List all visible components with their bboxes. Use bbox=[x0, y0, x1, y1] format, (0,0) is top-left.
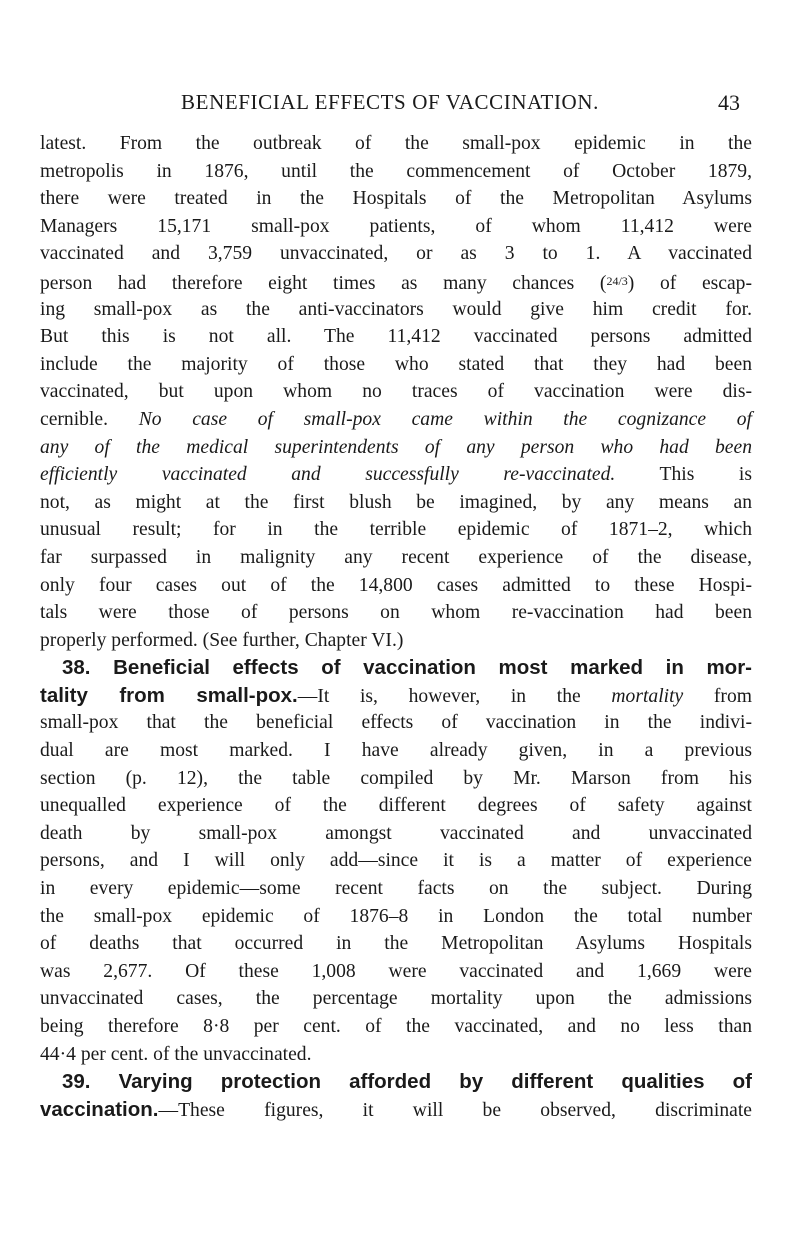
section-heading-line bbox=[40, 654, 752, 682]
section-heading: tality from small-pox. bbox=[40, 683, 298, 707]
text-line bbox=[40, 213, 752, 241]
text-line bbox=[40, 765, 752, 793]
text-line bbox=[40, 434, 752, 462]
text-line bbox=[40, 158, 752, 186]
text-run: include the majority of those who stated that they had been bbox=[40, 353, 752, 375]
text-run: from bbox=[683, 685, 752, 707]
text-line bbox=[40, 1041, 752, 1069]
text-run: of deaths that occurred in the Metropolitan Asylums Hospitals bbox=[40, 933, 752, 955]
page-number: 43 bbox=[718, 90, 740, 115]
text-line bbox=[40, 930, 752, 958]
italic-text: any of the medical superintendents of any person who had been bbox=[40, 436, 752, 458]
text-line bbox=[40, 240, 752, 268]
italic-text: efficiently vaccinated and successfully re-vaccinated. bbox=[40, 464, 616, 486]
text-line bbox=[40, 1013, 752, 1041]
text-run: tals were those of persons on whom re-vaccination had been bbox=[40, 602, 752, 624]
text-run: far surpassed in malignity any recent experience of the disease, bbox=[40, 546, 752, 568]
text-line bbox=[40, 792, 752, 820]
page-header bbox=[40, 90, 740, 120]
text-run: there were treated in the Hospitals of the Metropolitan Asylums bbox=[40, 188, 752, 210]
text-run: properly performed. (See further, Chapter VI.) bbox=[40, 629, 404, 651]
text-run: dual are most marked. I have already given, in a previous bbox=[40, 740, 752, 762]
text-line bbox=[40, 296, 752, 324]
text-run: cernible. bbox=[40, 408, 139, 430]
text-line bbox=[40, 985, 752, 1013]
text-line bbox=[40, 737, 752, 765]
body-text bbox=[40, 130, 752, 1123]
text-run: Managers 15,171 small-pox patients, of whom 11,412 were bbox=[40, 215, 752, 237]
text-run: ) of escap- bbox=[627, 272, 752, 294]
text-line bbox=[40, 351, 752, 379]
text-run: unvaccinated cases, the percentage mortality upon the admissions bbox=[40, 988, 752, 1010]
text-line bbox=[40, 323, 752, 351]
text-line bbox=[40, 130, 752, 158]
text-run: person had therefore eight times as many chances ( bbox=[40, 272, 607, 294]
text-run: not, as might at the first blush be imagined, by any means an bbox=[40, 491, 752, 513]
text-line bbox=[40, 599, 752, 627]
text-run: —These figures, it will be observed, discriminate bbox=[158, 1099, 752, 1121]
text-run: death by small-pox amongst vaccinated and unvaccinated bbox=[40, 822, 752, 844]
section-heading-line bbox=[40, 1096, 752, 1124]
text-run: was 2,677. Of these 1,008 were vaccinated and 1,669 were bbox=[40, 960, 752, 982]
text-run: 44·4 per cent. of the unvaccinated. bbox=[40, 1043, 312, 1065]
text-line bbox=[40, 378, 752, 406]
text-run: unequalled experience of the different degrees of safety against bbox=[40, 795, 752, 817]
text-run: This is bbox=[615, 464, 752, 486]
text-run: in every epidemic—some recent facts on the subject. During bbox=[40, 878, 752, 900]
text-line bbox=[40, 268, 752, 296]
fraction: 24/3 bbox=[606, 273, 628, 288]
text-line bbox=[40, 875, 752, 903]
text-run: —It is, however, in the bbox=[297, 685, 612, 707]
section-heading: vaccination. bbox=[40, 1097, 159, 1121]
text-line bbox=[40, 461, 752, 489]
text-run: But this is not all. The 11,412 vaccinated persons admitted bbox=[40, 326, 752, 348]
text-line bbox=[40, 544, 752, 572]
text-run: section (p. 12), the table compiled by Mr. Marson from his bbox=[40, 767, 752, 789]
text-line bbox=[40, 185, 752, 213]
section-heading-line bbox=[40, 682, 752, 710]
text-run: being therefore 8·8 per cent. of the vaccinated, and no less than bbox=[40, 1016, 752, 1037]
text-run: small-pox that the beneficial effects of vaccination in the indivi- bbox=[40, 712, 752, 734]
text-run: vaccinated and 3,759 unvaccinated, or as 3 to 1. A vaccinated bbox=[40, 243, 752, 265]
text-line bbox=[40, 406, 752, 434]
running-head: BENEFICIAL EFFECTS OF VACCINATION. bbox=[181, 90, 599, 114]
text-line bbox=[40, 709, 752, 737]
text-line bbox=[40, 516, 752, 544]
text-line bbox=[40, 847, 752, 875]
text-run: metropolis in 1876, until the commencement of October 1879, bbox=[40, 160, 752, 182]
text-line bbox=[40, 820, 752, 848]
text-run: latest. From the outbreak of the small-pox epidemic in the bbox=[40, 133, 752, 154]
section-heading: 38. Beneficial effects of vaccination most marked in mor- bbox=[62, 656, 752, 680]
italic-text: mortality bbox=[611, 685, 684, 707]
text-run: the small-pox epidemic of 1876–8 in London the total number bbox=[40, 905, 752, 927]
text-line bbox=[40, 572, 752, 600]
italic-text: No case of small-pox came within the cognizance of bbox=[138, 408, 752, 430]
text-line bbox=[40, 489, 752, 517]
text-line bbox=[40, 958, 752, 986]
text-run: vaccinated, but upon whom no traces of vaccination were dis- bbox=[40, 381, 752, 403]
section-heading-line bbox=[40, 1068, 752, 1096]
text-run: persons, and I will only add—since it is a matter of experience bbox=[40, 850, 752, 872]
text-run: ing small-pox as the anti-vaccinators would give him credit for. bbox=[40, 298, 752, 320]
section-heading: 39. Varying protection afforded by different qualities of bbox=[62, 1070, 752, 1094]
text-line bbox=[40, 903, 752, 931]
text-line bbox=[40, 627, 752, 655]
text-run: unusual result; for in the terrible epidemic of 1871–2, which bbox=[40, 519, 752, 541]
text-run: only four cases out of the 14,800 cases admitted to these Hospi- bbox=[40, 574, 752, 596]
